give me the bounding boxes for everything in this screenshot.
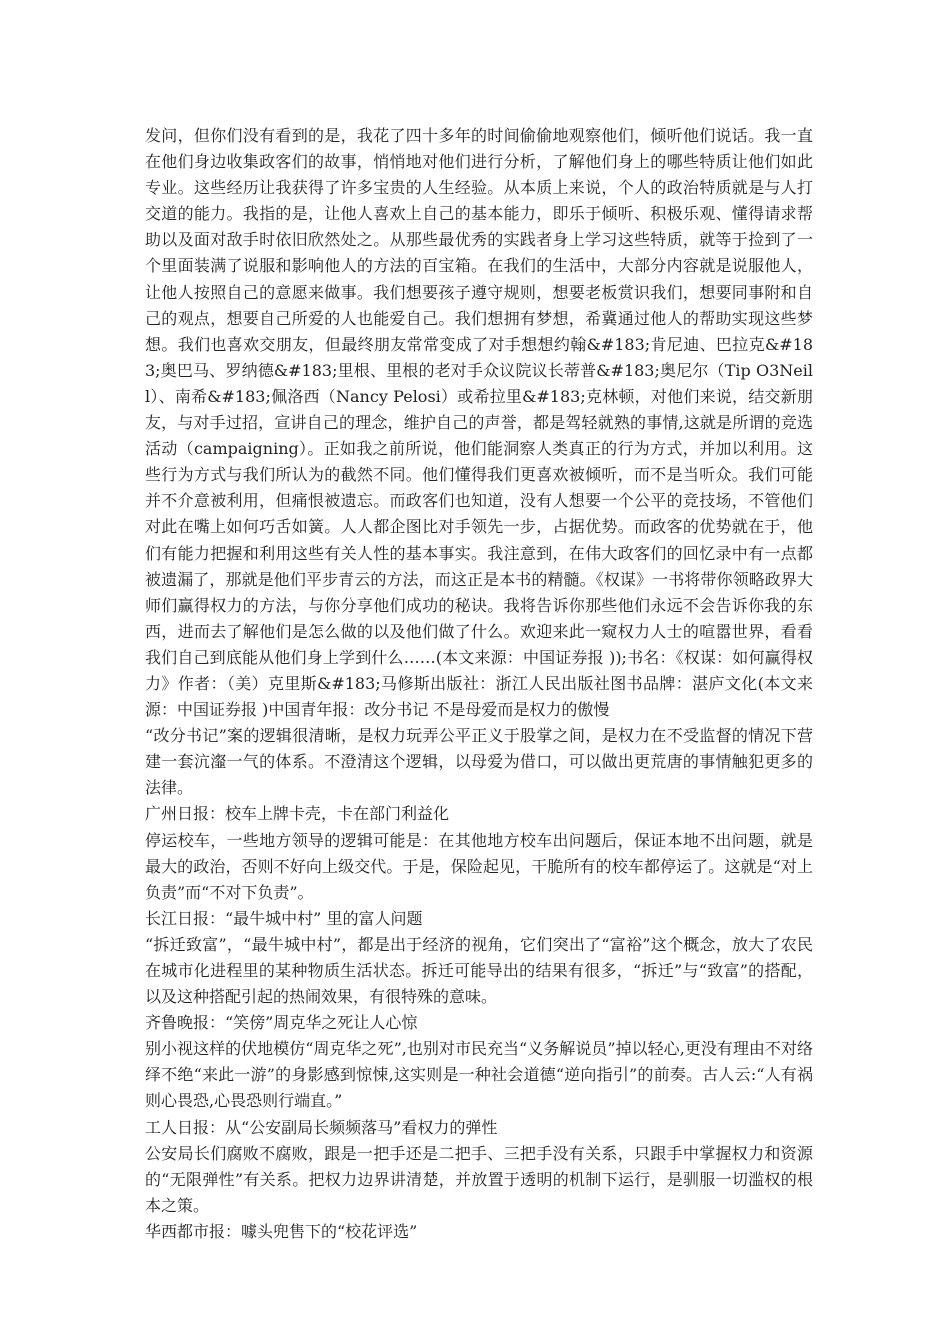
headline-paragraph: 工人日报：从“公安副局长频频落马”看权力的弹性 bbox=[145, 1117, 498, 1137]
headline-paragraph: 华西都市报：噱头兜售下的“校花评选” bbox=[145, 1221, 418, 1241]
headline-paragraph: 长江日报：“最牛城中村” 里的富人问题 bbox=[145, 908, 423, 928]
body-paragraph-commentary: “改分书记”案的逻辑很清晰，是权力玩弄公平正义于股掌之间，是权力在不受监督的情况下营建一套沆瀣一气的体系。不澄清这个逻辑，以母爱为借口，可以做出更荒唐的事情触犯更多的法律。 bbox=[145, 726, 813, 798]
headline-paragraph: 广州日报：校车上牌卡壳，卡在部门利益化 bbox=[145, 804, 450, 824]
headline-paragraph: 齐鲁晚报：“笑傍”周克华之死让人心惊 bbox=[145, 1013, 418, 1033]
body-paragraph-commentary: “拆迁致富”，“最牛城中村”，都是出于经济的视角，它们突出了“富裕”这个概念，放大了农民在城市化进程里的某种物质生活状态。拆迁可能导出的结果有很多，“拆迁”与“致富”的搭配，以及这种搭配引起的热闹效果，有很特殊的意味。 bbox=[145, 934, 813, 1007]
document-body bbox=[145, 123, 813, 1245]
body-paragraph-commentary: 别小视这样的伏地模仿“周克华之死”,也别对市民充当“义务解说员”掉以轻心,更没有理由不对络绎不绝“来此一游”的身影感到惊悚,这实则是一种社会道德“逆向指引”的前奏。古人云:“人有祸则心畏恐,心畏恐则行端直。” bbox=[145, 1039, 813, 1111]
body-paragraph-commentary: 停运校车，一些地方领导的逻辑可能是：在其他地方校车出问题后，保证本地不出问题，就是最大的政治，否则不好向上级交代。于是，保险起见，干脆所有的校车都停运了。这就是“对上负责”而“不对下负责”。 bbox=[145, 830, 813, 902]
body-paragraph-book-excerpt: 发问，但你们没有看到的是，我花了四十多年的时间偷偷地观察他们，倾听他们说话。我一直在他们身边收集政客们的故事，悄悄地对他们进行分析，了解他们身上的哪些特质让他们如此专业。这些经历让我获得了许多宝贵的人生经验。从本质上来说，个人的政治特质就是与人打交道的能力。我指的是，让他人喜欢上自己的基本能力，即乐于倾听、积极乐观、懂得请求帮助以及面对敌手时依旧欣然处之。从那些最优秀的实践者身上学习这些特质，就等于捡到了一个里面装满了说服和影响他人的方法的百宝箱。在我们的生活中，大部分内容就是说服他人，让他人按照自己的意愿来做事。我们想要孩子遵守规则，想要老板赏识我们，想要同事附和自己的观点，想要自己所爱的人也能爱自己。我们想拥有梦想，希冀通过他人的帮助实现这些梦想。我们也喜欢交朋友，但最终朋友常常变成了对手想想约翰&#183;肯尼迪、巴拉克&#183;奥巴马、罗纳德&#183;里根、里根的老对手众议院议长蒂普&#183;奥尼尔（Tip O3Neill）、南希&#183;佩洛西（Nancy Pelosi）或希拉里&#183;克林顿，对他们来说，结交新朋友，与对手过招，宣讲自己的理念，维护自己的声誉，都是驾轻就熟的事情,这就是所谓的竞选活动（campaigning）。正如我之前所说，他们能洞察人类真正的行为方式，并加以利用。这些行为方式与我们所认为的截然不同。他们懂得我们更喜欢被倾听，而不是当听众。我们可能并不介意被利用，但痛恨被遗忘。而政客们也知道，没有人想要一个公平的竞技场，不管他们对此在嘴上如何巧舌如簧。人人都企图比对手领先一步，占据优势。而政客的优势就在于，他们有能力把握和利用这些有关人性的基本事实。我注意到，在伟大政客们的回忆录中有一点都被遗漏了，那就是他们平步青云的方法，而这正是本书的精髓。《权谋》一书将带你领略政界大师们赢得权力的方法，与你分享他们成功的秘诀。我将告诉你那些他们永远不会告诉你我的东西，进而去了解他们是怎么做的以及他们做了什么。欢迎来此一窥权力人士的喧嚣世界，看看我们自己到底能从他们身上学到什么……(本文来源：中国证券报 ));书名：《权谋：如何赢得权力》作者：（美）克里斯&#183;马修斯出版社：浙江人民出版社图书品牌：湛庐文化(本文来源：中国证券报 )中国青年报：改分书记 不是母爱而是权力的傲慢 bbox=[145, 126, 813, 720]
body-paragraph-commentary: 公安局长们腐败不腐败，跟是一把手还是二把手、三把手没有关系，只跟手中掌握权力和资源的“无限弹性”有关系。把权力边界讲清楚，并放置于透明的机制下运行，是驯服一切滥权的根本之策。 bbox=[145, 1143, 813, 1215]
